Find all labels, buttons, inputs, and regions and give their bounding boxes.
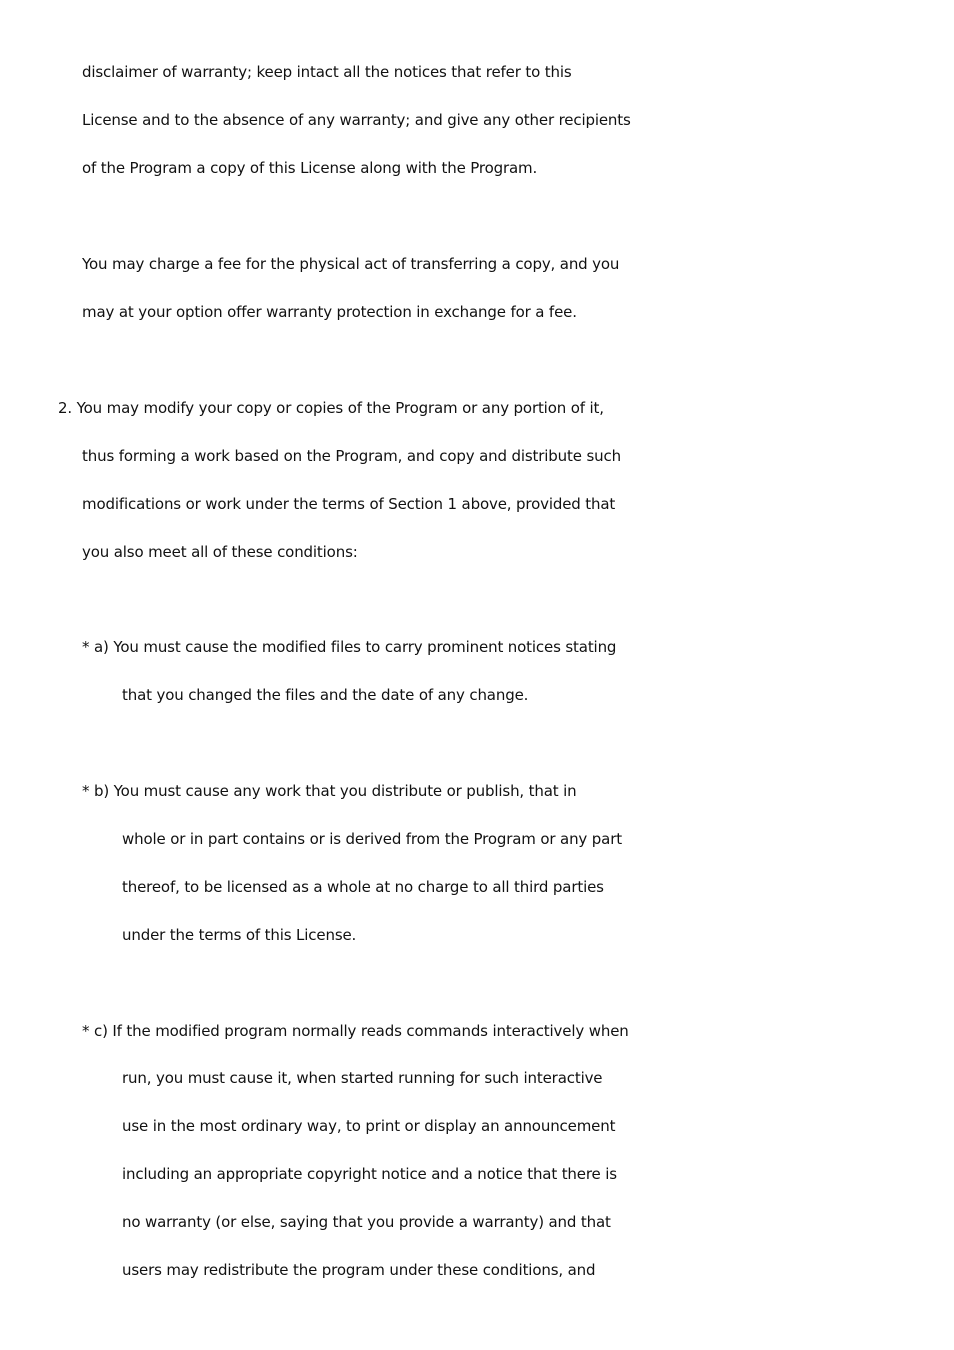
text-line: use in the most ordinary way, to print or display an announcement (122, 1117, 616, 1135)
section-heading-line: 2. You may modify your copy or copies of the Program or any portion of it, (58, 399, 604, 417)
text-line: License and to the absence of any warranty; and give any other recipients (82, 111, 631, 129)
text-line: thereof, to be licensed as a whole at no charge to all third parties (122, 878, 604, 896)
list-item-b: * b) You must cause any work that you distribute or publish, that in (82, 782, 577, 800)
text-line: including an appropriate copyright notice and a notice that there is (122, 1165, 617, 1183)
text-line: run, you must cause it, when started running for such interactive (122, 1069, 603, 1087)
text-line: thus forming a work based on the Program, and copy and distribute such (82, 447, 621, 465)
list-item-c: * c) If the modified program normally reads commands interactively when (82, 1022, 629, 1040)
text-line: modifications or work under the terms of Section 1 above, provided that (82, 495, 616, 513)
text-line: under the terms of this License. (122, 926, 357, 944)
list-item-a: * a) You must cause the modified files to carry prominent notices stating (82, 638, 617, 656)
text-line: whole or in part contains or is derived from the Program or any part (122, 830, 622, 848)
text-line: that you changed the files and the date of any change. (122, 686, 529, 704)
text-line: of the Program a copy of this License along with the Program. (82, 159, 538, 177)
text-line: no warranty (or else, saying that you provide a warranty) and that (122, 1213, 611, 1231)
text-line: may at your option offer warranty protection in exchange for a fee. (82, 303, 577, 321)
text-line: you also meet all of these conditions: (82, 543, 358, 561)
text-line: You may charge a fee for the physical act of transferring a copy, and you (82, 255, 620, 273)
text-line: disclaimer of warranty; keep intact all the notices that refer to this (82, 63, 572, 81)
text-line: users may redistribute the program under these conditions, and (122, 1261, 596, 1279)
